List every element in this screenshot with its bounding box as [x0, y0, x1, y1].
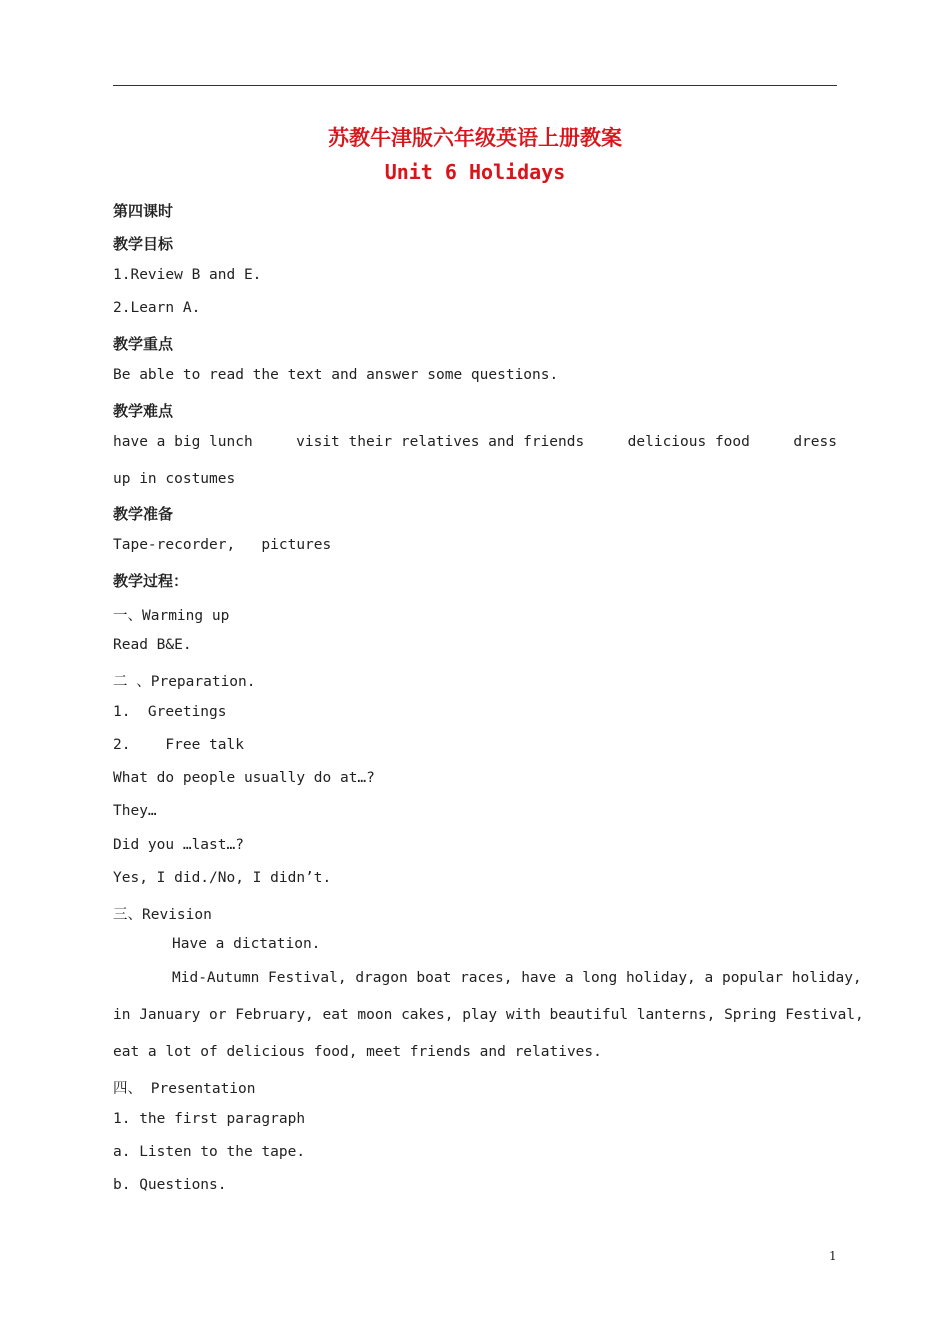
preparation-heading: 教学准备 — [113, 505, 174, 523]
step-heading: 二 、Preparation. — [113, 674, 256, 690]
objectives-heading: 教学目标 — [113, 235, 174, 253]
step-text: What do people usually do at…? — [113, 770, 375, 786]
lesson-label: 第四课时 — [113, 202, 174, 220]
page-number: 1 — [829, 1249, 837, 1263]
step-text: b. Questions. — [113, 1177, 227, 1193]
dictation-line: eat a lot of delicious food, meet friends and relatives. — [113, 1044, 602, 1060]
step-text: 2. Free talk — [113, 737, 244, 753]
dictation-line: in January or February, eat moon cakes, play with beautiful lanterns, Spring Festival, — [113, 1007, 864, 1023]
step-text: 1. the first paragraph — [113, 1111, 306, 1127]
difficulty-continuation: up in costumes — [113, 471, 236, 487]
key-points-text: Be able to read the text and answer some questions. — [113, 367, 559, 383]
preparation-text: Tape-recorder, pictures — [113, 537, 332, 553]
step-text: Did you …last…? — [113, 837, 244, 853]
difficulty-item: visit their relatives and friends — [296, 434, 585, 450]
difficulty-item: dress — [793, 434, 837, 450]
objective-item: 2.Learn A. — [113, 300, 201, 316]
step-text: Read B&E. — [113, 637, 192, 653]
objective-item: 1.Review B and E. — [113, 267, 262, 283]
step-text: They… — [113, 803, 157, 819]
step-heading: 四、 Presentation — [113, 1081, 256, 1097]
document-title: 苏教牛津版六年级英语上册教案 — [328, 125, 622, 150]
process-heading: 教学过程： — [113, 572, 189, 590]
difficulties-heading: 教学难点 — [113, 402, 174, 420]
dictation-line: Mid-Autumn Festival, dragon boat races, have a long holiday, a popular holiday, — [172, 970, 862, 986]
difficulty-item: delicious food — [627, 434, 750, 450]
step-text: Yes, I did./No, I didn’t. — [113, 870, 332, 886]
unit-title: Unit 6 Holidays — [384, 160, 566, 184]
step-heading: 三、Revision — [113, 907, 212, 923]
header-rule — [113, 85, 837, 86]
step-text: 1. Greetings — [113, 704, 227, 720]
step-text: Have a dictation. — [172, 936, 321, 952]
step-heading: 一、Warming up — [113, 608, 230, 624]
step-text: a. Listen to the tape. — [113, 1144, 306, 1160]
difficulty-item: have a big lunch — [113, 434, 253, 450]
difficulties-row — [113, 434, 837, 450]
key-points-heading: 教学重点 — [113, 335, 174, 353]
